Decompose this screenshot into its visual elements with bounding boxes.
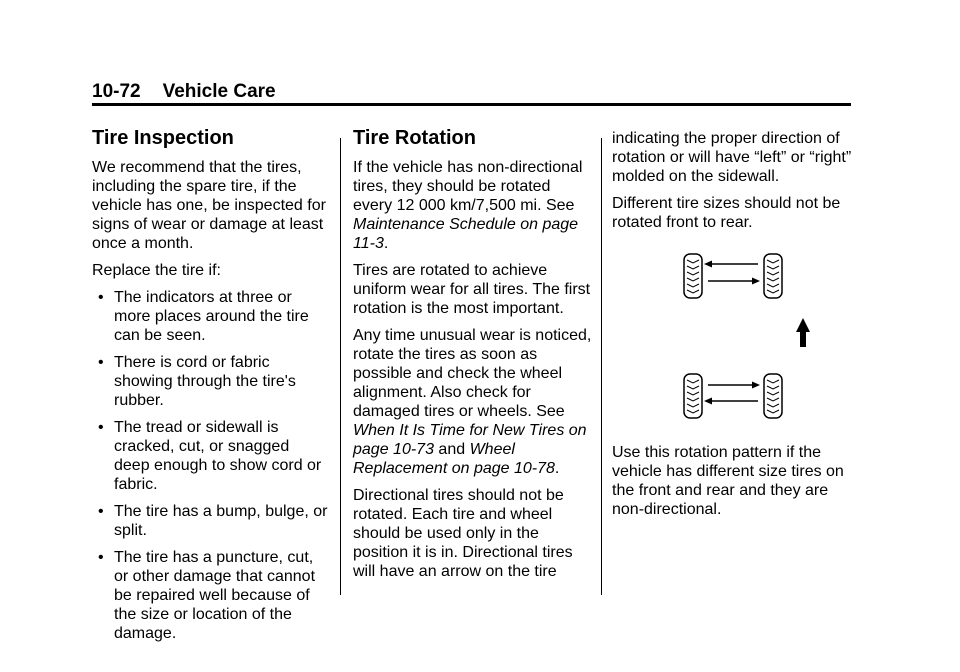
bullet-icon: • [98,354,104,371]
column-divider [601,138,602,595]
rotation-pattern-paragraph: Use this rotation pattern if the vehicle has different size tires on the front and rear and they are non-directional. [612,444,844,518]
column-rotation-continued [612,129,856,240]
bullet-icon: • [98,419,104,436]
heading-tire-inspection: Tire Inspection [92,127,234,149]
tire-front-right [764,254,782,298]
tire-front-left [684,254,702,298]
rotation-purpose-paragraph: Tires are rotated to achieve uniform wear for all tires. The first rotation is the most important. [353,262,591,317]
link-wheel-replacement[interactable]: Wheel Replacement on page 10-78 [353,441,555,477]
list-item: • There is cord or fabric showing through the tire's rubber. [98,354,296,409]
inspection-intro: We recommend that the tires, including the spare tire, if the vehicle has one, be inspected for signs of wear or damage at least once a month. [92,159,326,252]
section-title: Vehicle Care [162,81,276,102]
forward-direction-arrow-icon [796,318,810,347]
directional-marking-paragraph: indicating the proper direction of rotation or will have “left” or “right” molded on the sidewall. [612,130,852,185]
header-rule [92,103,851,106]
replace-conditions-list [92,288,328,643]
list-item: • The indicators at three or more places around the tire can be seen. [98,289,309,344]
page-number: 10-72 [92,81,141,102]
rotation-interval-paragraph: If the vehicle has non-directional tires, they should be rotated every 12 000 km/7,500 mi. See Maintenance Schedule on page 11-3. [353,159,583,252]
link-new-tires[interactable]: When It Is Time for New Tires on page 10-73 [353,422,587,458]
list-item: • The tire has a puncture, cut, or other damage that cannot be repaired well because of the size or location of the damage. [98,549,316,642]
tire-rear-left [684,374,702,418]
replace-if-label: Replace the tire if: [92,262,221,279]
heading-tire-rotation: Tire Rotation [353,127,476,149]
different-sizes-paragraph: Different tire sizes should not be rotated front to rear. [612,195,841,231]
tire-rear-right [764,374,782,418]
column-tire-inspection [92,126,328,651]
tire-rotation-side-to-side-icon [676,250,826,420]
directional-tires-paragraph: Directional tires should not be rotated. Each tire and wheel should be used only in the position it is in. Directional tires will have an arrow on the tire [353,487,573,580]
bullet-icon: • [98,503,104,520]
page-header [92,81,276,103]
unusual-wear-paragraph: Any time unusual wear is noticed, rotate the tires as soon as possible and check the wheel alignment. Also check for damaged tires or wheels. See When It Is Time for New Tires on page 10-73 and Wheel Replacement on page 10-78. [353,327,592,477]
column-rotation-pattern-note [612,443,856,527]
bullet-icon: • [98,289,104,306]
link-maintenance-schedule[interactable]: Maintenance Schedule on page 11-3 [353,216,579,252]
list-item: • The tread or sidewall is cracked, cut, or snagged deep enough to show cord or fabric. [98,419,322,493]
bullet-icon: • [98,549,104,566]
column-tire-rotation [353,126,593,589]
list-item: • The tire has a bump, bulge, or split. [98,503,328,539]
column-divider [340,138,341,595]
